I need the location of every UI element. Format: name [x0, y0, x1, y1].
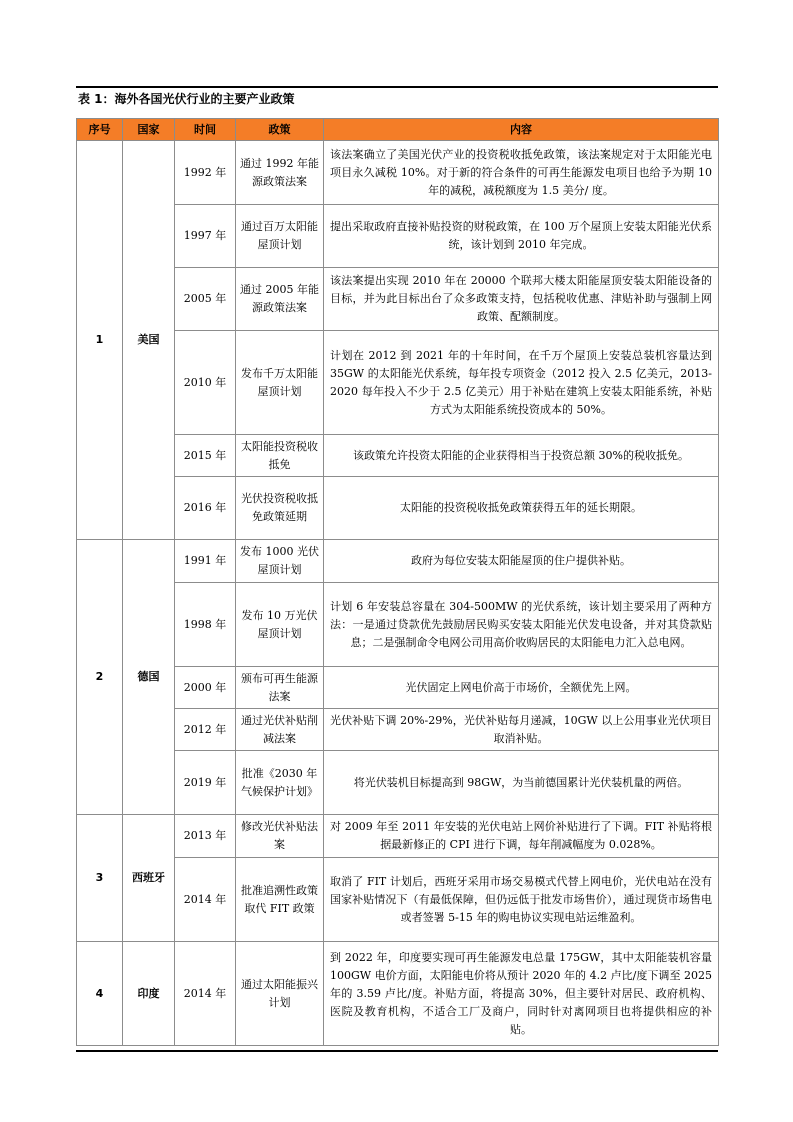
row-content: 计划在 2012 到 2021 年的十年时间，在千万个屋顶上安装总装机容量达到 35GW 的太阳能光伏系统，每年投专项资金（2012 投入 2.5 亿美元，2013-2020 每年投入不少于 2.5 亿美元）用于补贴在建筑上安装太阳能系统，补贴方式为太阳能系统投资成本的 50%。 — [324, 331, 719, 435]
header-index: 序号 — [77, 119, 123, 141]
row-policy: 通过太阳能振兴计划 — [236, 942, 324, 1046]
row-time: 2005 年 — [175, 268, 236, 331]
table-row — [77, 815, 719, 858]
row-time: 2013 年 — [175, 815, 236, 858]
row-time: 2014 年 — [175, 942, 236, 1046]
header-country: 国家 — [123, 119, 175, 141]
table-row — [77, 540, 719, 583]
row-index: 2 — [77, 540, 123, 815]
row-country: 德国 — [123, 540, 175, 815]
row-policy: 批准《2030 年气候保护计划》 — [236, 751, 324, 815]
header-policy: 政策 — [236, 119, 324, 141]
row-content: 提出采取政府直接补贴投资的财税政策，在 100 万个屋顶上安装太阳能光伏系统，该计划到 2010 年完成。 — [324, 205, 719, 268]
top-rule — [76, 86, 718, 88]
row-country: 印度 — [123, 942, 175, 1046]
row-content: 该法案提出实现 2010 年在 20000 个联邦大楼太阳能屋顶安装太阳能设备的目标，并为此目标出台了众多政策支持，包括税收优惠、津贴补助与强制上网政策、配额制度。 — [324, 268, 719, 331]
row-time: 2019 年 — [175, 751, 236, 815]
row-content: 太阳能的投资税收抵免政策获得五年的延长期限。 — [324, 477, 719, 540]
row-content: 计划 6 年安装总容量在 304-500MW 的光伏系统，该计划主要采用了两种方法：一是通过贷款优先鼓励居民购买安装太阳能光伏发电设备，并对其贷款贴息；二是强制命令电网公司用高价收购居民的太阳能电力汇入总电网。 — [324, 583, 719, 667]
row-time: 2010 年 — [175, 331, 236, 435]
row-country: 西班牙 — [123, 815, 175, 942]
policy-table — [76, 118, 719, 1046]
bottom-rule — [76, 1050, 718, 1052]
row-content: 光伏固定上网电价高于市场价，全额优先上网。 — [324, 667, 719, 709]
header-content: 内容 — [324, 119, 719, 141]
row-content: 该政策允许投资太阳能的企业获得相当于投资总额 30%的税收抵免。 — [324, 435, 719, 477]
row-policy: 修改光伏补贴法案 — [236, 815, 324, 858]
row-policy: 通过百万太阳能屋顶计划 — [236, 205, 324, 268]
row-policy: 光伏投资税收抵免政策延期 — [236, 477, 324, 540]
row-time: 2014 年 — [175, 858, 236, 942]
row-policy: 通过光伏补贴削减法案 — [236, 709, 324, 751]
row-policy: 太阳能投资税收抵免 — [236, 435, 324, 477]
row-content: 该法案确立了美国光伏产业的投资税收抵免政策，该法案规定对于太阳能光电项目永久减税 10%。对于新的符合条件的可再生能源发电项目也给予为期 10 年的减税，减税额度为 1.5 美分/ 度。 — [324, 141, 719, 205]
row-policy: 颁布可再生能源法案 — [236, 667, 324, 709]
table-row — [77, 942, 719, 1046]
row-time: 2012 年 — [175, 709, 236, 751]
row-content: 政府为每位安装太阳能屋顶的住户提供补贴。 — [324, 540, 719, 583]
row-time: 1992 年 — [175, 141, 236, 205]
row-time: 2000 年 — [175, 667, 236, 709]
row-time: 1998 年 — [175, 583, 236, 667]
row-time: 2016 年 — [175, 477, 236, 540]
row-content: 对 2009 年至 2011 年安装的光伏电站上网价补贴进行了下调。FIT 补贴将根据最新修正的 CPI 进行下调，每年削减幅度为 0.028%。 — [324, 815, 719, 858]
row-policy: 通过 1992 年能源政策法案 — [236, 141, 324, 205]
table-header-row — [77, 119, 719, 141]
header-time: 时间 — [175, 119, 236, 141]
row-content: 到 2022 年，印度要实现可再生能源发电总量 175GW，其中太阳能装机容量 100GW 电价方面，太阳能电价将从预计 2020 年的 4.2 卢比/度下调至 2025 年的 3.59 卢比/度。补贴方面，将提高 30%，但主要针对居民、政府机构、医院及教育机构，不适合工厂及商户，同时针对离网项目也将提供相应的补贴。 — [324, 942, 719, 1046]
row-country: 美国 — [123, 141, 175, 540]
table-caption: 表 1：海外各国光伏行业的主要产业政策 — [78, 92, 295, 106]
row-policy: 通过 2005 年能源政策法案 — [236, 268, 324, 331]
row-index: 4 — [77, 942, 123, 1046]
row-time: 2015 年 — [175, 435, 236, 477]
row-time: 1997 年 — [175, 205, 236, 268]
row-policy: 批准追溯性政策取代 FIT 政策 — [236, 858, 324, 942]
table-row — [77, 141, 719, 205]
row-policy: 发布 10 万光伏屋顶计划 — [236, 583, 324, 667]
row-time: 1991 年 — [175, 540, 236, 583]
row-index: 3 — [77, 815, 123, 942]
row-policy: 发布千万太阳能屋顶计划 — [236, 331, 324, 435]
row-content: 光伏补贴下调 20%-29%，光伏补贴每月递减，10GW 以上公用事业光伏项目取消补贴。 — [324, 709, 719, 751]
row-content: 取消了 FIT 计划后，西班牙采用市场交易模式代替上网电价，光伏电站在没有国家补贴情况下（有最低保障，但仍远低于批发市场售价），通过现货市场售电或者签署 5-15 年的购电协议实现电站运维盈利。 — [324, 858, 719, 942]
row-content: 将光伏装机目标提高到 98GW，为当前德国累计光伏装机量的两倍。 — [324, 751, 719, 815]
row-policy: 发布 1000 光伏屋顶计划 — [236, 540, 324, 583]
row-index: 1 — [77, 141, 123, 540]
